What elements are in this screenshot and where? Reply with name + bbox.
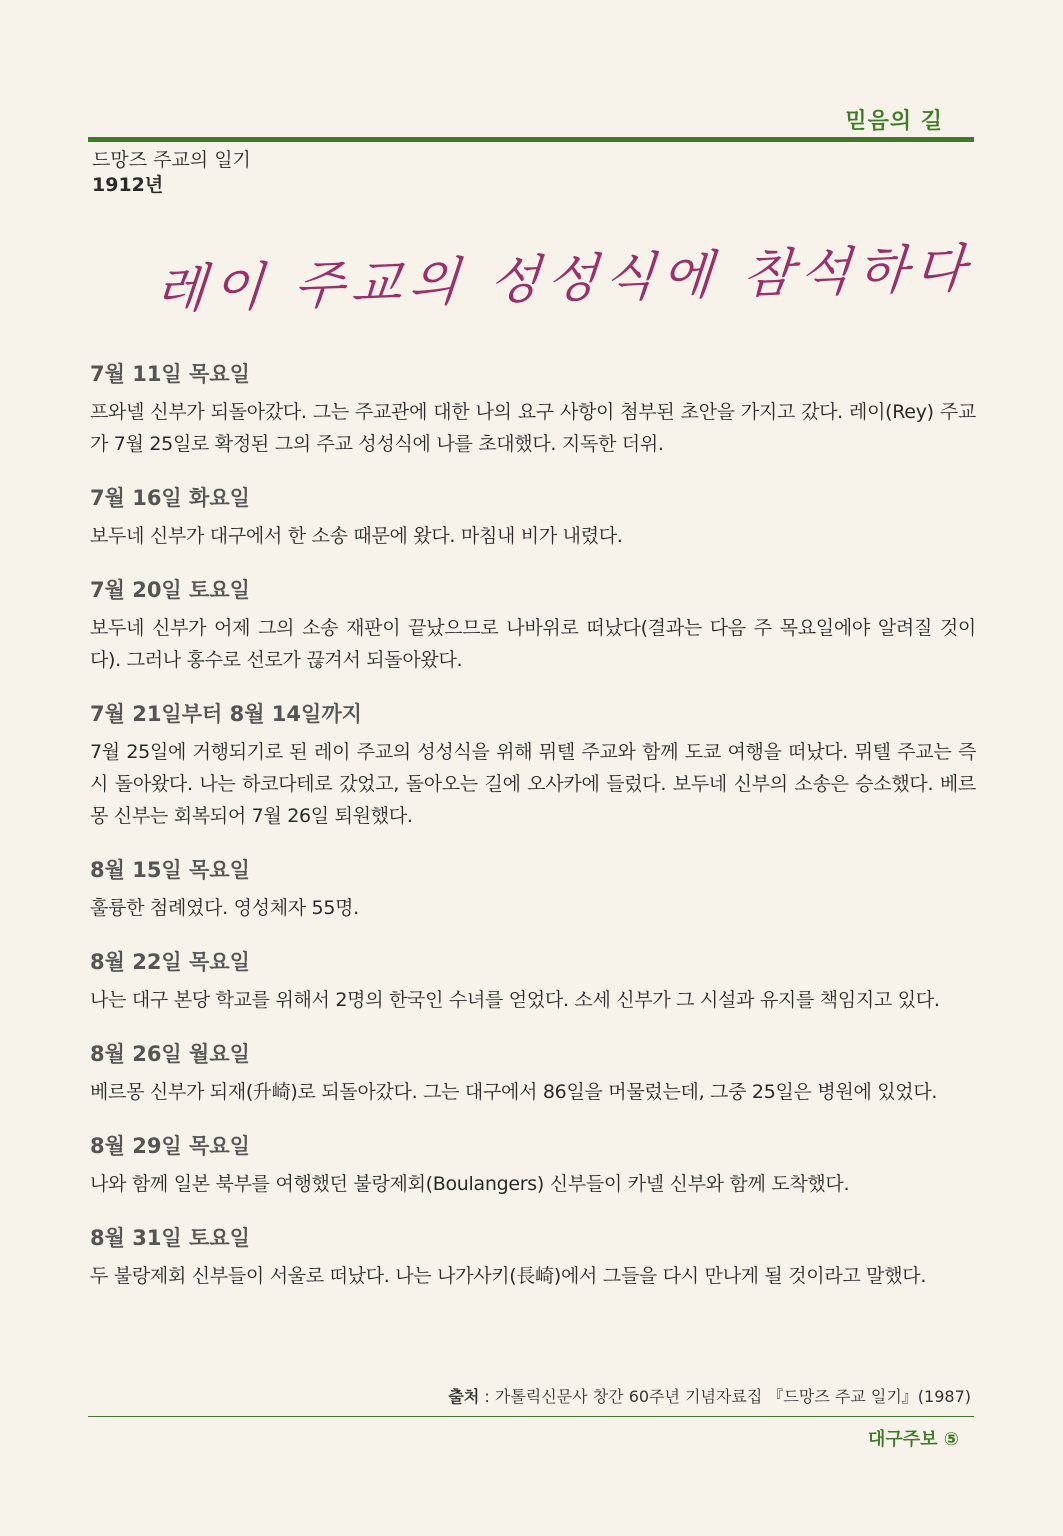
entry-date: 8월 15일 목요일	[90, 858, 250, 882]
entry-text: 보두네 신부가 어제 그의 소송 재판이 끝났으므로 나바위로 떠났다(결과는 다음 주 목요일에야 알려질 것이다). 그러나 홍수로 선로가 끊겨서 되돌아왔다.	[90, 617, 976, 671]
diary-entry	[90, 1040, 976, 1108]
top-divider	[88, 137, 974, 142]
entry-text: 나는 대구 본당 학교를 위해서 2명의 한국인 수녀를 얻었다. 소세 신부가 그 시설과 유지를 책임지고 있다.	[90, 989, 940, 1011]
bottom-divider	[88, 1416, 974, 1417]
entry-text: 나와 함께 일본 북부를 여행했던 불랑제회(Boulangers) 신부들이 카넬 신부와 함께 도착했다.	[90, 1173, 850, 1195]
entry-date: 8월 22일 목요일	[90, 950, 250, 974]
entry-date: 7월 20일 토요일	[90, 578, 250, 602]
diary-entry	[90, 484, 976, 552]
series-title: 드망즈 주교의 일기	[92, 149, 251, 171]
page-headline: 레이 주교의 성성식에 참석하다	[153, 239, 975, 321]
section-label: 믿음의 길	[845, 109, 943, 134]
diary-entry	[90, 1132, 976, 1200]
entry-text: 프와넬 신부가 되돌아갔다. 그는 주교관에 대한 나의 요구 사항이 첨부된 초안을 가지고 갔다. 레이(Rey) 주교가 7월 25일로 확정된 그의 주교 성성식에 나를 초대했다. 지독한 더위.	[90, 401, 976, 455]
entry-text: 7월 25일에 거행되기로 된 레이 주교의 성성식을 위해 뮈텔 주교와 함께 도쿄 여행을 떠났다. 뮈텔 주교는 즉시 돌아왔다. 나는 하코다테로 갔었고, 돌아오는 길에 오사카에 들렀다. 보두네 신부의 소송은 승소했다. 베르몽 신부는 회복되어 7월 26일 퇴원했다.	[90, 741, 976, 827]
entry-text: 두 불랑제회 신부들이 서울로 떠났다. 나는 나가사키(長崎)에서 그들을 다시 만나게 될 것이라고 말했다.	[90, 1265, 927, 1287]
diary-entries	[90, 360, 976, 1316]
source-citation	[448, 1384, 971, 1407]
series-year: 1912년	[92, 174, 164, 196]
diary-entry	[90, 856, 976, 924]
entry-date: 7월 11일 목요일	[90, 362, 250, 386]
diary-entry	[90, 360, 976, 460]
diary-entry	[90, 1224, 976, 1292]
diary-entry	[90, 576, 976, 676]
entry-date: 8월 29일 목요일	[90, 1134, 250, 1158]
diary-entry	[90, 948, 976, 1016]
entry-date: 7월 21일부터 8월 14일까지	[90, 702, 362, 726]
series-block	[92, 148, 251, 198]
entry-text: 훌륭한 첨례였다. 영성체자 55명.	[90, 897, 359, 919]
source-label: 출처	[448, 1387, 480, 1406]
diary-entry	[90, 700, 976, 832]
publication-footer: 대구주보 ⑤	[867, 1429, 959, 1450]
entry-date: 7월 16일 화요일	[90, 486, 250, 510]
source-text: : 가톨릭신문사 창간 60주년 기념자료집 『드망즈 주교 일기』(1987)	[479, 1387, 971, 1406]
entry-text: 베르몽 신부가 되재(升崎)로 되돌아갔다. 그는 대구에서 86일을 머물렀는데, 그중 25일은 병원에 있었다.	[90, 1081, 938, 1103]
entry-date: 8월 31일 토요일	[90, 1226, 250, 1250]
entry-date: 8월 26일 월요일	[90, 1042, 250, 1066]
entry-text: 보두네 신부가 대구에서 한 소송 때문에 왔다. 마침내 비가 내렸다.	[90, 525, 623, 547]
